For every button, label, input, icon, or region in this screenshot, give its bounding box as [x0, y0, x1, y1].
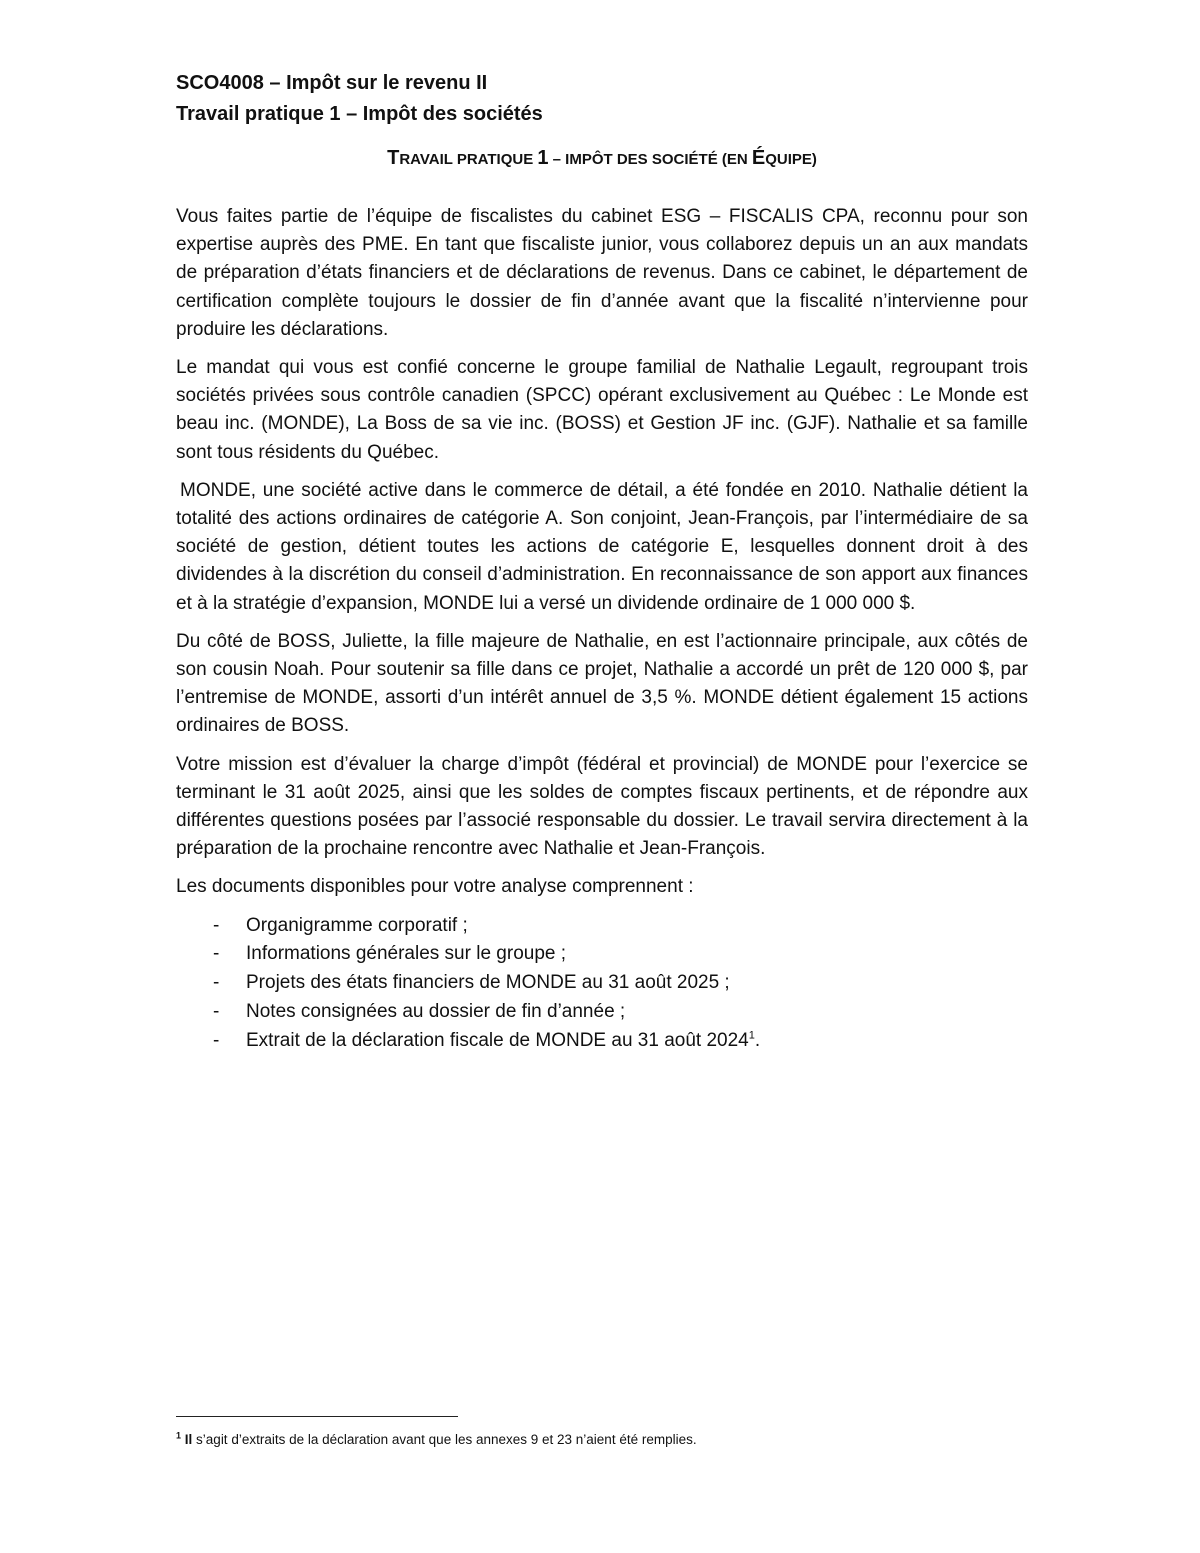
list-item — [176, 912, 1028, 941]
title-smallcaps-part1: RAVAIL PRATIQUE — [399, 151, 538, 168]
list-item-text: Extrait de la déclaration fiscale de MONDE au 31 août 2024 — [246, 1029, 749, 1051]
title-e-letter: É — [751, 147, 766, 169]
paragraph-documents: Les documents disponibles pour votre analyse comprennent : — [176, 876, 694, 898]
footnote-mark: 1 — [176, 1430, 182, 1441]
list-item — [176, 1027, 1028, 1056]
title-smallcaps-part2: – IMPÔT DES SOCIÉTÉ (EN — [548, 151, 752, 168]
list-item — [176, 940, 1028, 969]
list-bullet: - — [213, 1001, 220, 1023]
list-item — [176, 998, 1028, 1027]
document-body — [176, 203, 1028, 1056]
list-bullet: - — [213, 1029, 220, 1051]
title-smallcaps-part3: QUIPE) — [765, 151, 817, 168]
paragraph-mission: Votre mission est d’évaluer la charge d’impôt (fédéral et provincial) de MONDE pour l’exercice se terminant le 31 août 2025, ainsi que les soldes de comptes fiscaux pertinents, et de répondre aux différentes questions posées par l’associé responsable du dossier. Le travail servira directement à la préparation de la prochaine rencontre avec Nathalie et Jean-François. — [176, 753, 1028, 860]
document-title — [176, 143, 1028, 175]
documents-list — [176, 912, 1028, 1056]
list-item-text: Organigramme corporatif ; — [246, 914, 468, 936]
list-item-text: Notes consignées au dossier de fin d’année ; — [246, 1001, 626, 1023]
list-bullet: - — [213, 972, 220, 994]
course-title: SCO4008 – Impôt sur le revenu II — [176, 72, 488, 94]
list-bullet: - — [213, 943, 220, 965]
title-initial-letter: T — [387, 147, 400, 169]
footnote-separator — [176, 1416, 458, 1417]
list-item-text: Projets des états financiers de MONDE au 31 août 2025 ; — [246, 972, 730, 994]
paragraph-monde: MONDE, une société active dans le commerce de détail, a été fondée en 2010. Nathalie détient la totalité des actions ordinaires de catégorie A. Son conjoint, Jean-François, par l’intermédiaire de sa société de gestion, détient toutes les actions de catégorie E, lesquelles donnent droit à des dividendes à la discrétion du conseil d’administration. En reconnaissance de son apport aux finances et à la stratégie d’expansion, MONDE lui a versé un dividende ordinaire de 1 000 000 $. — [176, 479, 1028, 614]
assignment-subtitle: Travail pratique 1 – Impôt des sociétés — [176, 103, 543, 125]
footnote — [176, 1430, 1036, 1450]
paragraph-intro: Vous faites partie de l’équipe de fiscalistes du cabinet ESG – FISCALIS CPA, reconnu pour son expertise auprès des PME. En tant que fiscaliste junior, vous collaborez depuis un an aux mandats de préparation d’états financiers et de déclarations de revenus. Dans ce cabinet, le département de certification complète toujours le dossier de fin d’année avant que la fiscalité n’intervienne pour produire les déclarations. — [176, 206, 1028, 340]
list-bullet: - — [213, 914, 220, 936]
list-item-text: Informations générales sur le groupe ; — [246, 943, 567, 965]
footnote-text: s’agit d’extraits de la déclaration avant que les annexes 9 et 23 n’aient été remplies. — [192, 1432, 697, 1447]
footnote-reference: 1 — [748, 1029, 755, 1042]
list-item — [176, 969, 1028, 998]
footnote-bold-word: Il — [184, 1432, 193, 1447]
list-item-suffix: . — [754, 1029, 761, 1051]
title-number: 1 — [537, 147, 549, 169]
paragraph-boss: Du côté de BOSS, Juliette, la fille majeure de Nathalie, en est l’actionnaire principale, aux côtés de son cousin Noah. Pour soutenir sa fille dans ce projet, Nathalie a accordé un prêt de 120 000 $, par l’entremise de MONDE, assorti d’un intérêt annuel de 3,5 %. MONDE détient également 15 actions ordinaires de BOSS. — [176, 630, 1028, 737]
course-header — [176, 68, 1036, 130]
paragraph-mandate: Le mandat qui vous est confié concerne le groupe familial de Nathalie Legault, regroupant trois sociétés privées sous contrôle canadien (SPCC) opérant exclusivement au Québec : Le Monde est beau inc. (MONDE), La Boss de sa vie inc. (BOSS) et Gestion JF inc. (GJF). Nathalie et sa famille sont tous résidents du Québec. — [176, 357, 1028, 463]
